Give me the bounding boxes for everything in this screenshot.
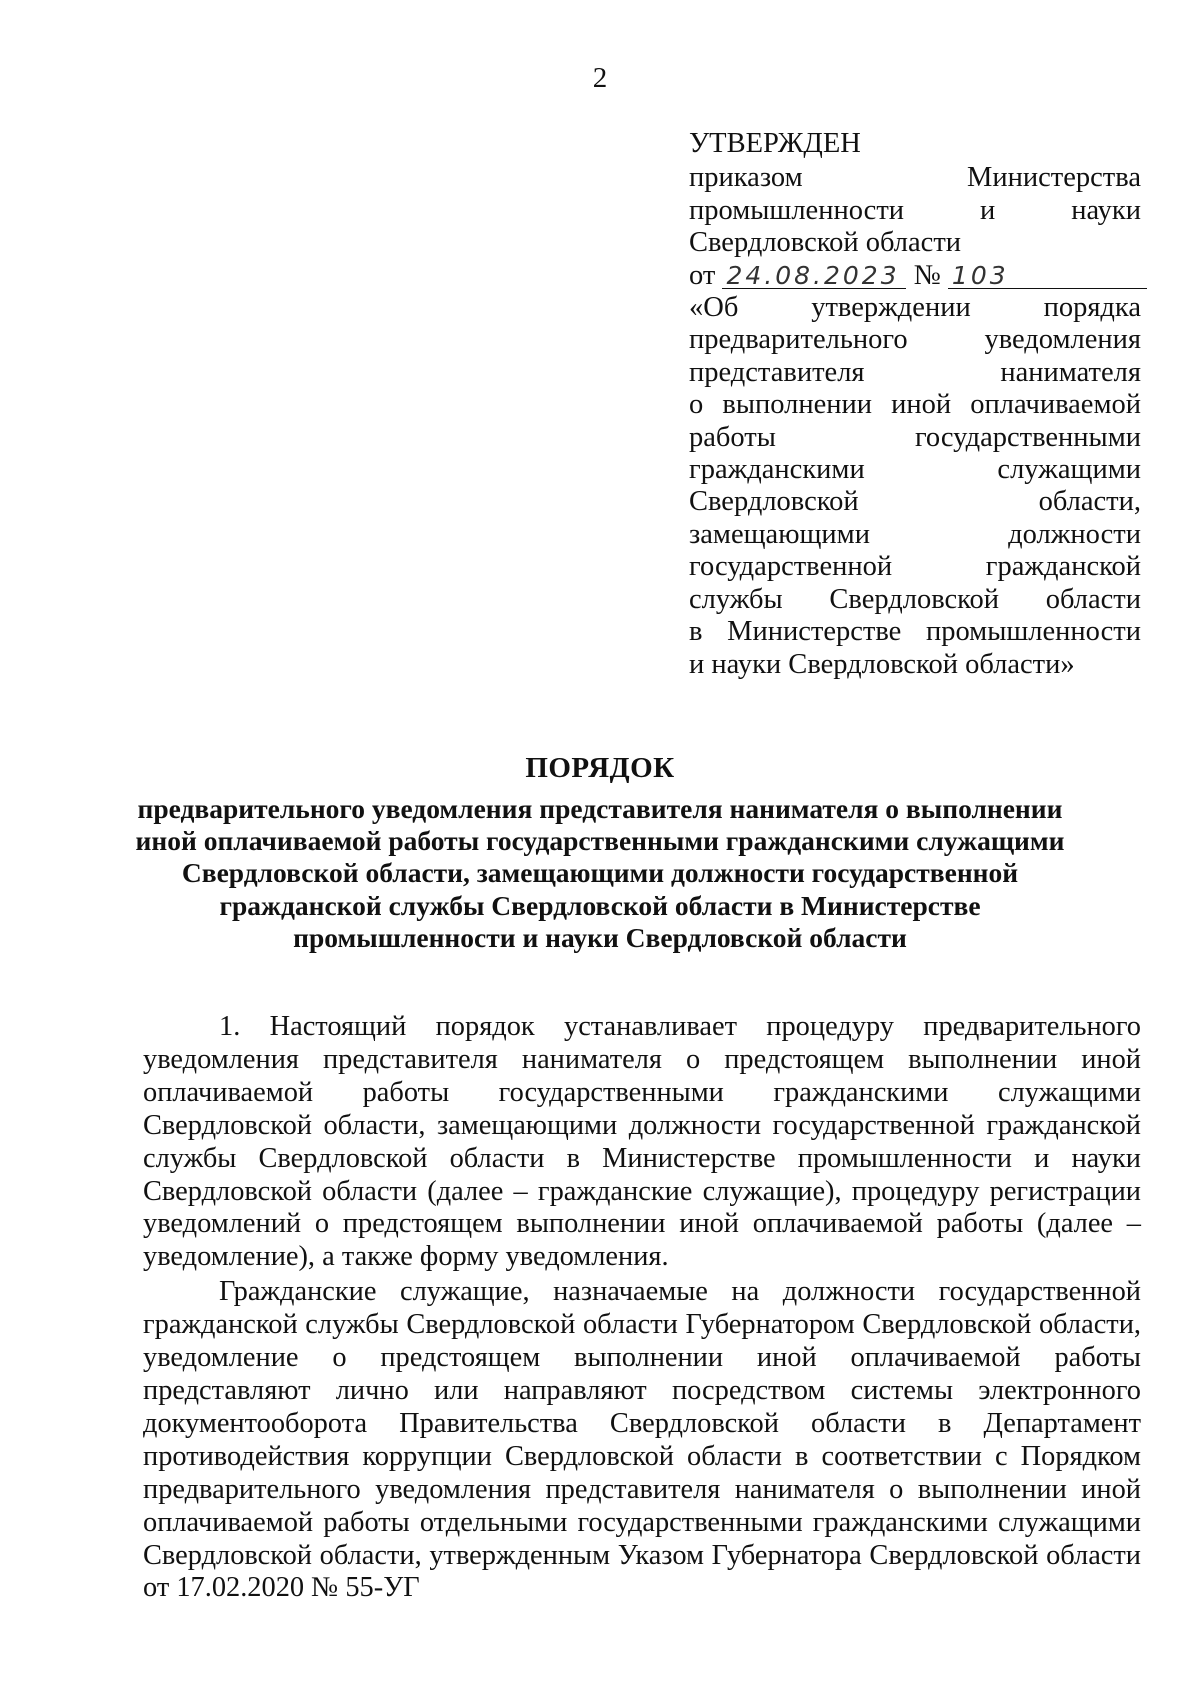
subject-line: представителя нанимателя	[689, 356, 1141, 388]
page-number: 2	[592, 62, 608, 94]
subject-line: службы Свердловской области	[689, 583, 1141, 615]
document-title: ПОРЯДОК	[525, 752, 675, 784]
subject-line: и науки Свердловской области»	[689, 648, 1075, 680]
subtitle-line: иной оплачиваемой работы государственными гражданскими служащими	[135, 825, 1065, 857]
subtitle-line: промышленности и науки Свердловской области	[293, 921, 907, 953]
approval-stamp	[689, 128, 1141, 681]
approval-line: Свердловской области	[689, 227, 962, 259]
approval-date-line	[689, 260, 1141, 292]
subtitle-line: предварительного уведомления представителя нанимателя о выполнении	[137, 793, 1063, 824]
handwritten-number: 103	[948, 264, 1147, 289]
subject-line: о выполнении иной оплачиваемой	[689, 389, 1141, 421]
subject-line: гражданскими служащими	[689, 454, 1141, 486]
number-prefix: №	[913, 259, 941, 291]
subtitle-line: гражданской службы Свердловской области в Министерстве	[219, 889, 981, 921]
approval-line: промышленности и науки	[689, 194, 1141, 226]
document-subtitle	[120, 793, 1080, 954]
approval-line: приказом Министерства	[689, 162, 1141, 194]
document-body	[143, 1011, 1141, 1605]
handwritten-date: 24.08.2023	[722, 264, 906, 289]
subject-line: предварительного уведомления	[689, 324, 1141, 356]
subject-line: замещающими должности	[689, 518, 1141, 550]
body-paragraph-2: Гражданские служащие, назначаемые на должности государственной гражданской службы Свердловской области Губернатором Свердловской области, уведомление о предстоящем выполнении иной оплачиваемой работы представляют лично или направляют посредством системы электронного документооборота Правительства Свердловской области в Департамент противодействия коррупции Свердловской области в соответствии с Порядком предварительного уведомления представителя нанимателя о выполнении иной оплачиваемой работы отдельными государственными гражданскими служащими Свердловской области, утвержденным Указом Губернатора Свердловской области от 17.02.2020 № 55-УГ	[143, 1276, 1141, 1604]
subject-line: «Об утверждении порядка	[689, 292, 1141, 324]
subtitle-line: Свердловской области, замещающими должности государственной	[181, 857, 1019, 889]
subject-line: в Министерстве промышленности	[689, 616, 1141, 648]
subject-line: государственной гражданской	[689, 551, 1141, 583]
subject-line: Свердловской области,	[689, 486, 1141, 518]
body-paragraph-1: 1. Настоящий порядок устанавливает процедуру предварительного уведомления представителя нанимателя о предстоящем выполнении иной оплачиваемой работы государственными гражданскими служащими Свердловской области, замещающими должности государственной гражданской службы Свердловской области в Министерстве промышленности и науки Свердловской области (далее – гражданские служащие), процедуру регистрации уведомлений о предстоящем выполнении иной оплачиваемой работы (далее – уведомление), а также форму уведомления.	[143, 1011, 1141, 1273]
subject-line: работы государственными	[689, 421, 1141, 453]
date-prefix: от	[689, 259, 716, 291]
document-title-block	[120, 752, 1080, 954]
approval-title: УТВЕРЖДЕН	[689, 128, 861, 159]
